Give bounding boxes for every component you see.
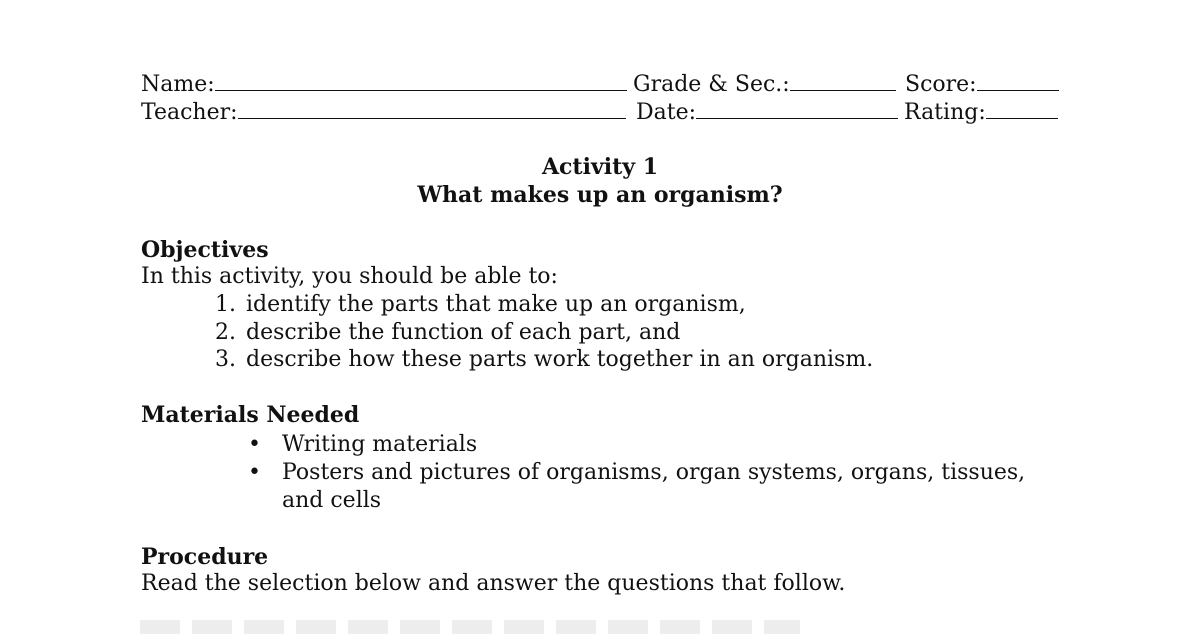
teacher-blank[interactable] <box>238 98 626 119</box>
rating-field <box>904 98 1058 127</box>
procedure-text: Read the selection below and answer the questions that follow. <box>141 571 846 596</box>
grade-blank[interactable] <box>790 70 896 91</box>
objectives-heading: Objectives <box>141 237 269 263</box>
score-blank[interactable] <box>977 70 1059 91</box>
bullet-icon: • <box>248 460 261 485</box>
objective-text: identify the parts that make up an organism, <box>246 292 746 317</box>
name-blank[interactable] <box>215 70 627 91</box>
material-item <box>248 459 1025 487</box>
score-field <box>905 70 1059 99</box>
procedure-heading: Procedure <box>141 544 269 570</box>
objectives-intro: In this activity, you should be able to: <box>141 264 558 289</box>
cut-off-text-line <box>140 620 800 634</box>
material-text: Posters and pictures of organisms, organ systems, organs, tissues, <box>282 460 1026 485</box>
activity-question: What makes up an organism? <box>417 182 783 208</box>
objective-number: 2. <box>215 320 236 345</box>
materials-heading: Materials Needed <box>141 402 360 428</box>
grade-field <box>633 70 896 99</box>
teacher-field <box>141 98 626 127</box>
date-field <box>636 98 898 127</box>
objective-text: describe the function of each part, and <box>246 320 681 345</box>
material-text-continuation: and cells <box>282 488 382 513</box>
date-blank[interactable] <box>696 98 898 119</box>
rating-blank[interactable] <box>986 98 1058 119</box>
rating-label: Rating: <box>904 100 986 125</box>
material-item <box>248 431 477 459</box>
objective-number: 1. <box>215 292 236 317</box>
date-label: Date: <box>636 100 697 125</box>
material-text: Writing materials <box>282 432 478 457</box>
name-field <box>141 70 627 99</box>
objective-item <box>200 346 873 374</box>
bullet-icon: • <box>248 432 261 457</box>
objective-text: describe how these parts work together in an organism. <box>246 347 874 372</box>
grade-label: Grade & Sec.: <box>633 72 790 97</box>
activity-title: Activity 1 <box>541 154 659 180</box>
objective-item <box>200 319 680 347</box>
teacher-label: Teacher: <box>141 100 238 125</box>
score-label: Score: <box>905 72 977 97</box>
objective-item <box>200 291 746 319</box>
objective-number: 3. <box>215 347 236 372</box>
name-label: Name: <box>141 72 215 97</box>
